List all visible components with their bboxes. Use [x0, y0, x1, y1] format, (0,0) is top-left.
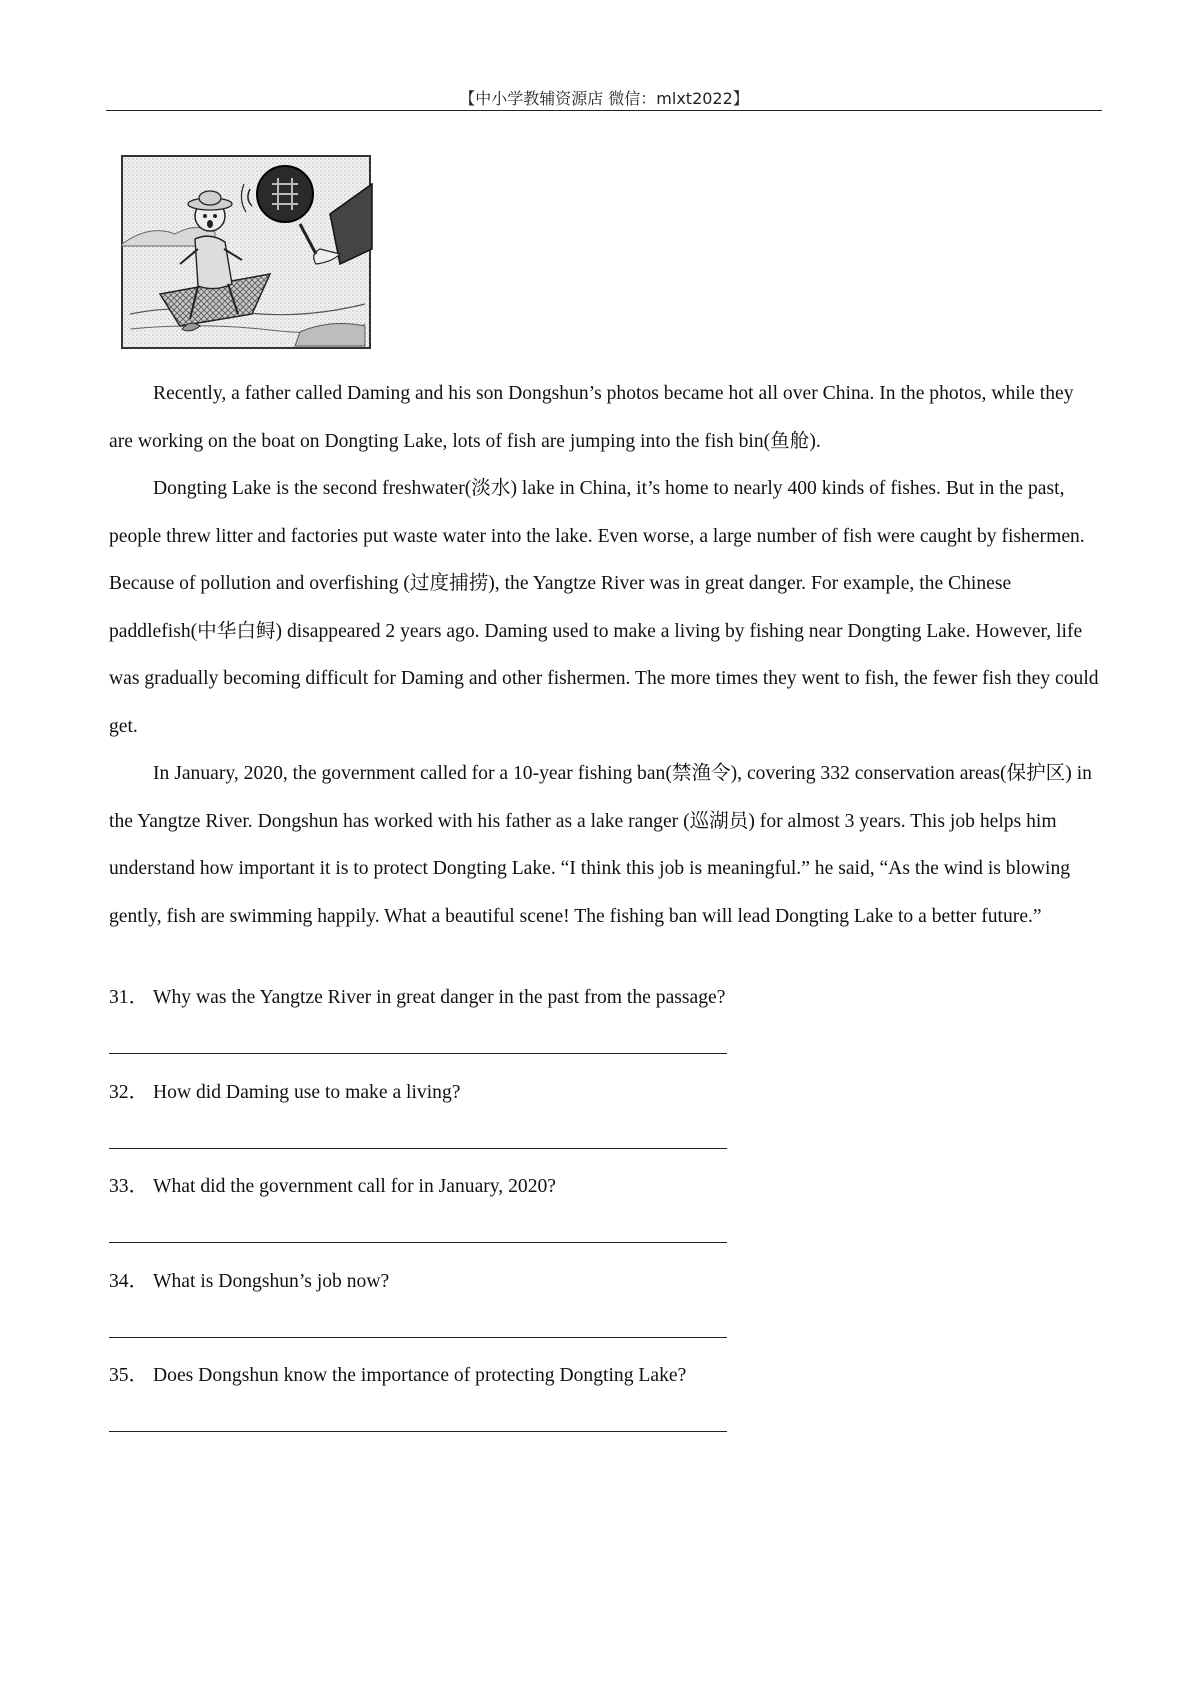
question-list	[109, 983, 1101, 1456]
cartoon-fisherman-boat-illustration	[120, 154, 374, 354]
question-number: 33．	[109, 1176, 149, 1197]
question-text	[109, 1361, 686, 1391]
passage-paragraph: In January, 2020, the government called for a 10-year fishing ban(禁渔令), covering 332 conservation areas(保护区) in the Yangtze River. Dongshun has worked with his father as a lake ranger (巡湖员) for almost 3 years. This job helps him understand how important it is to protect Dongting Lake. “I think this job is meaningful.” he said, “As the wind is blowing gently, fish are swimming happily. What a beautiful scene! The fishing ban will lead Dongting Lake to a better future.”	[109, 763, 1092, 927]
question-text	[109, 1078, 460, 1108]
question-text	[109, 983, 725, 1013]
question-number: 35．	[109, 1365, 149, 1386]
question-prompt: Why was the Yangtze River in great danger in the past from the passage?	[153, 987, 726, 1008]
answer-line[interactable]	[109, 1431, 727, 1432]
question-prompt: What did the government call for in January, 2020?	[153, 1176, 556, 1197]
question-item	[109, 983, 1101, 1078]
question-text	[109, 1172, 556, 1202]
reading-passage	[109, 370, 1101, 940]
answer-line[interactable]	[109, 1148, 727, 1149]
question-number: 34．	[109, 1270, 149, 1292]
passage-paragraph: Dongting Lake is the second freshwater(淡水) lake in China, it’s home to nearly 400 kinds of fishes. But in the past, people threw litter and factories put waste water into the lake. Even worse, a large number of fish were caught by fishermen. Because of pollution and overfishing (过度捕捞), the Yangtze River was in great danger. For example, the Chinese paddlefish(中华白鲟) disappeared 2 years ago. Daming used to make a living by fishing near Dongting Lake. However, life was gradually becoming difficult for Daming and other fishermen. The more times they went to fish, the fewer fish they could get.	[109, 478, 1099, 737]
question-number: 32．	[109, 1081, 149, 1103]
page-header: 【中小学教辅资源店 微信：mlxt2022】	[459, 89, 749, 108]
answer-line[interactable]	[109, 1242, 727, 1243]
header-divider	[106, 110, 1102, 111]
question-prompt: What is Dongshun’s job now?	[153, 1270, 390, 1292]
answer-line[interactable]	[109, 1337, 727, 1338]
question-item	[109, 1172, 1101, 1267]
question-prompt: How did Daming use to make a living?	[153, 1081, 461, 1103]
question-prompt: Does Dongshun know the importance of protecting Dongting Lake?	[153, 1365, 687, 1386]
question-item	[109, 1267, 1101, 1362]
question-item	[109, 1078, 1101, 1173]
passage-paragraph: Recently, a father called Daming and his son Dongshun’s photos became hot all over China. In the photos, while they are working on the boat on Dongting Lake, lots of fish are jumping into the fish bin(鱼舱).	[109, 383, 1074, 452]
question-number: 31．	[109, 987, 149, 1008]
question-item	[109, 1361, 1101, 1456]
answer-line[interactable]	[109, 1053, 727, 1054]
question-text	[109, 1267, 389, 1297]
